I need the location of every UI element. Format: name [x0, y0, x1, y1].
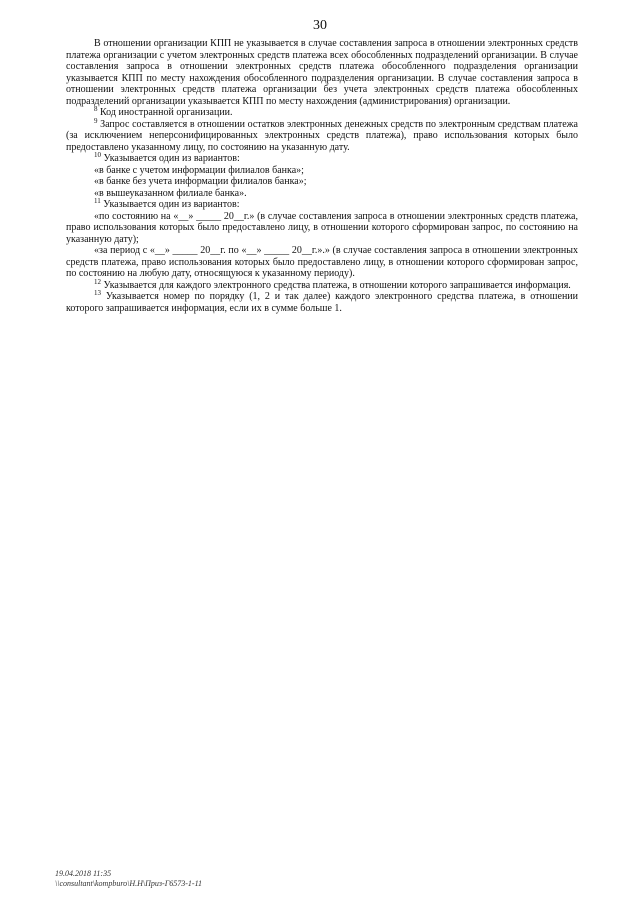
footer-path: \\consultant\kompburo\Н.Н\Приз-Г6573-1-11 [55, 879, 202, 888]
paragraph-text: Указывается номер по порядку (1, 2 и так далее) каждого электронного средства платежа, в отношении которого запрашивается информация, если их в сумме больше 1. [66, 291, 578, 314]
footnote-marker: 13 [94, 289, 101, 297]
paragraph [66, 153, 578, 165]
footnote-marker: 10 [94, 151, 101, 159]
paragraph-text: «в банке без учета информации филиалов банка»; [94, 176, 307, 187]
paragraph [66, 199, 578, 211]
paragraph [66, 277, 578, 292]
paragraph [66, 116, 578, 154]
paragraph [66, 245, 578, 280]
paragraph [66, 176, 578, 188]
paragraph-text: Указывается для каждого электронного средства платежа, в отношении которого запрашивается информация. [101, 279, 571, 291]
footer-stamp [55, 869, 202, 889]
paragraph-text: «по состоянию на «__» _____ 20__г.» (в случае составления запроса в отношении электронных средств платежа, право использования которых было предоставлено лицу, в отношении которого сформирован запрос, по состоянию на указанную дату); [66, 210, 578, 245]
paragraph [66, 165, 578, 177]
paragraph-text: Указывается один из вариантов: [101, 153, 240, 164]
paragraph [66, 188, 578, 200]
paragraph-text: «за период с «__» _____ 20__г. по «__» _____ 20__г.».» (в случае составления запроса в отношении электронных средств платежа, право использования которых было предоставлено лицу, в отношении которого сформирован запрос, по состоянию на любую дату, относящуюся к указанному периоду). [66, 245, 578, 279]
paragraph-text: Код иностранной организации. [97, 107, 233, 118]
paragraph-text: В отношении организации КПП не указывается в случае составления запроса в отношении электронных средств платежа организации с учетом электронных средств платежа всех обособленных подразделений организации. В случае составления запроса в отношении электронных средств платежа обособленного подразделения организации указывается КПП по месту нахождения обособленного подразделения организации. В случае составления запроса в отношении электронных средств платежа организации без учета электронных средств платежа обособленных подразделений организации указывается КПП по месту нахождения (администрирования) организации. [66, 38, 578, 107]
paragraph-text: Запрос составляется в отношении остатков электронных денежных средств по электронным средствам платежа (за исключением неперсонифицированных электронных средств платежа), право использования которых было предоставлено указанному лицу, по состоянию на указанную дату. [66, 118, 578, 153]
footnote-marker: 12 [94, 277, 101, 286]
paragraph-text: «в банке с учетом информации филиалов банка»; [94, 164, 304, 176]
paragraph [66, 291, 578, 314]
paragraph [66, 107, 578, 119]
footnote-marker: 11 [94, 197, 101, 205]
footnote-marker: 8 [94, 105, 98, 113]
paragraph [66, 211, 578, 246]
footnote-marker: 9 [94, 116, 98, 125]
page-number: 30 [313, 18, 327, 33]
paragraph [66, 38, 578, 107]
document-body [66, 38, 578, 314]
paragraph-text: Указывается один из вариантов: [100, 199, 240, 210]
footer-date: 19.04.2018 11:35 [55, 869, 112, 878]
paragraph-text: «в вышеуказанном филиале банка». [94, 187, 247, 199]
